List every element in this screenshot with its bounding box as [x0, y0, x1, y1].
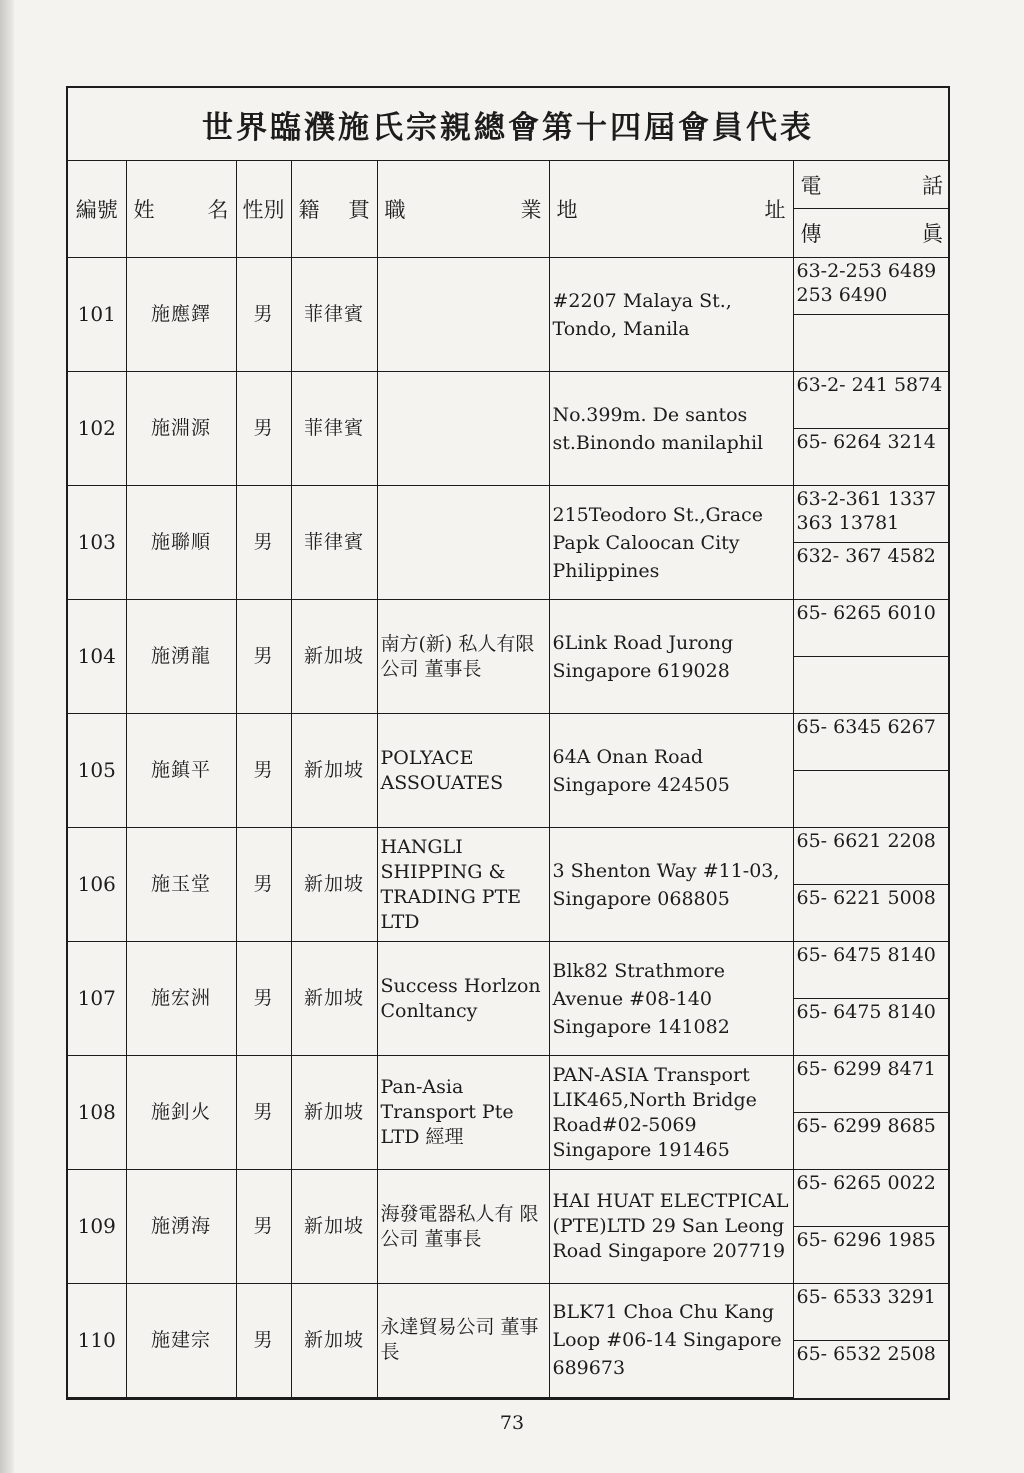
member-occupation: Success Horlzon Conltancy	[377, 942, 549, 1056]
member-number: 110	[68, 1284, 126, 1398]
page-title: 世界臨濮施氏宗親總會第十四屆會員代表	[68, 88, 948, 161]
table-row	[68, 258, 950, 315]
member-name: 施應鐸	[126, 258, 236, 372]
member-name: 施建宗	[126, 1284, 236, 1398]
member-address: 215Teodoro St.,Grace Papk Caloocan City Philippines	[549, 486, 793, 600]
col-header-fax	[793, 209, 950, 258]
table-row	[68, 1170, 950, 1227]
member-fax: 632- 367 4582	[793, 543, 950, 600]
member-occupation: POLYACE ASSOUATES	[377, 714, 549, 828]
member-occupation: 南方(新) 私人有限公司 董事長	[377, 600, 549, 714]
member-fax: 65- 6296 1985	[793, 1227, 950, 1284]
member-number: 103	[68, 486, 126, 600]
member-fax: 65- 6532 2508	[793, 1341, 950, 1398]
member-phone: 65- 6345 6267	[793, 714, 950, 771]
table-row	[68, 1284, 950, 1341]
member-fax: 65- 6475 8140	[793, 999, 950, 1056]
col-header-origin-b: 貫	[348, 198, 370, 222]
member-origin: 新加坡	[291, 600, 377, 714]
member-sex: 男	[236, 372, 291, 486]
member-phone: 65- 6475 8140	[793, 942, 950, 999]
table-row	[68, 372, 950, 429]
member-origin: 新加坡	[291, 1056, 377, 1170]
member-address: 64A Onan Road Singapore 424505	[549, 714, 793, 828]
col-header-sex: 性別	[236, 161, 291, 258]
member-address: 3 Shenton Way #11-03, Singapore 068805	[549, 828, 793, 942]
member-phone: 63-2- 241 5874	[793, 372, 950, 429]
member-name: 施宏洲	[126, 942, 236, 1056]
member-fax: 65- 6299 8685	[793, 1113, 950, 1170]
member-address: BLK71 Choa Chu Kang Loop #06-14 Singapore 689673	[549, 1284, 793, 1398]
member-phone: 65- 6265 6010	[793, 600, 950, 657]
member-origin: 菲律賓	[291, 258, 377, 372]
member-sex: 男	[236, 828, 291, 942]
member-fax	[793, 657, 950, 714]
table-row	[68, 714, 950, 771]
member-number: 109	[68, 1170, 126, 1284]
member-phone: 65- 6621 2208	[793, 828, 950, 885]
member-occupation: 海發電器私人有 限公司 董事長	[377, 1170, 549, 1284]
header-row	[68, 161, 950, 209]
col-header-phone	[793, 161, 950, 209]
member-origin: 菲律賓	[291, 486, 377, 600]
member-number: 104	[68, 600, 126, 714]
member-sex: 男	[236, 942, 291, 1056]
member-fax: 65- 6221 5008	[793, 885, 950, 942]
member-origin: 新加坡	[291, 1170, 377, 1284]
member-number: 108	[68, 1056, 126, 1170]
member-occupation: Pan-Asia Transport Pte LTD 經理	[377, 1056, 549, 1170]
col-header-origin-a: 籍	[298, 198, 320, 222]
member-sex: 男	[236, 1170, 291, 1284]
member-sex: 男	[236, 486, 291, 600]
member-address: HAI HUAT ELECTPICAL (PTE)LTD 29 San Leong Road Singapore 207719	[549, 1170, 793, 1284]
col-header-address-a: 地	[556, 198, 578, 222]
col-header-name	[126, 161, 236, 258]
member-address: #2207 Malaya St., Tondo, Manila	[549, 258, 793, 372]
col-header-occupation	[377, 161, 549, 258]
col-header-address	[549, 161, 793, 258]
member-name: 施湧海	[126, 1170, 236, 1284]
member-name: 施淵源	[126, 372, 236, 486]
table-row	[68, 942, 950, 999]
col-header-address-b: 址	[764, 198, 786, 222]
member-phone: 65- 6265 0022	[793, 1170, 950, 1227]
book-spine-shadow	[0, 0, 14, 1473]
col-header-origin	[291, 161, 377, 258]
member-address: PAN-ASIA Transport LIK465,North Bridge Road#02-5069 Singapore 191465	[549, 1056, 793, 1170]
member-name: 施玉堂	[126, 828, 236, 942]
page-number: 73	[499, 1412, 525, 1434]
member-fax: 65- 6264 3214	[793, 429, 950, 486]
member-phone: 65- 6533 3291	[793, 1284, 950, 1341]
table-row	[68, 486, 950, 543]
member-phone: 65- 6299 8471	[793, 1056, 950, 1113]
col-header-occupation-a: 職	[384, 198, 406, 222]
col-header-fax-b: 眞	[922, 222, 943, 247]
member-origin: 新加坡	[291, 942, 377, 1056]
member-number: 101	[68, 258, 126, 372]
member-number: 106	[68, 828, 126, 942]
member-phone: 63-2-253 6489 253 6490	[793, 258, 950, 315]
member-name: 施釗火	[126, 1056, 236, 1170]
member-occupation: HANGLI SHIPPING & TRADING PTE LTD	[377, 828, 549, 942]
member-occupation	[377, 258, 549, 372]
member-name: 施聯順	[126, 486, 236, 600]
member-phone: 63-2-361 1337 363 13781	[793, 486, 950, 543]
col-header-phone-b: 話	[922, 173, 943, 198]
member-number: 107	[68, 942, 126, 1056]
member-occupation	[377, 372, 549, 486]
member-address: No.399m. De santos st.Binondo manilaphil	[549, 372, 793, 486]
member-table-frame	[66, 86, 950, 1400]
member-origin: 新加坡	[291, 714, 377, 828]
member-address: 6Link Road Jurong Singapore 619028	[549, 600, 793, 714]
table-row	[68, 828, 950, 885]
col-header-occupation-b: 業	[520, 198, 542, 222]
member-name: 施鎮平	[126, 714, 236, 828]
col-header-name-a: 姓	[133, 198, 155, 222]
table-row	[68, 1056, 950, 1113]
col-header-name-b: 名	[207, 198, 229, 222]
member-sex: 男	[236, 714, 291, 828]
member-origin: 菲律賓	[291, 372, 377, 486]
member-origin: 新加坡	[291, 828, 377, 942]
member-sex: 男	[236, 1284, 291, 1398]
member-number: 105	[68, 714, 126, 828]
member-name: 施湧龍	[126, 600, 236, 714]
member-sex: 男	[236, 1056, 291, 1170]
member-origin: 新加坡	[291, 1284, 377, 1398]
member-sex: 男	[236, 258, 291, 372]
table-row	[68, 600, 950, 657]
member-sex: 男	[236, 600, 291, 714]
member-fax	[793, 771, 950, 828]
col-header-no: 編號	[68, 161, 126, 258]
member-occupation	[377, 486, 549, 600]
member-table	[68, 161, 950, 1398]
col-header-fax-a: 傳	[800, 222, 822, 247]
member-address: Blk82 Strathmore Avenue #08-140 Singapore 141082	[549, 942, 793, 1056]
member-number: 102	[68, 372, 126, 486]
col-header-phone-a: 電	[800, 173, 822, 198]
member-occupation: 永達貿易公司 董事長	[377, 1284, 549, 1398]
member-fax	[793, 315, 950, 372]
